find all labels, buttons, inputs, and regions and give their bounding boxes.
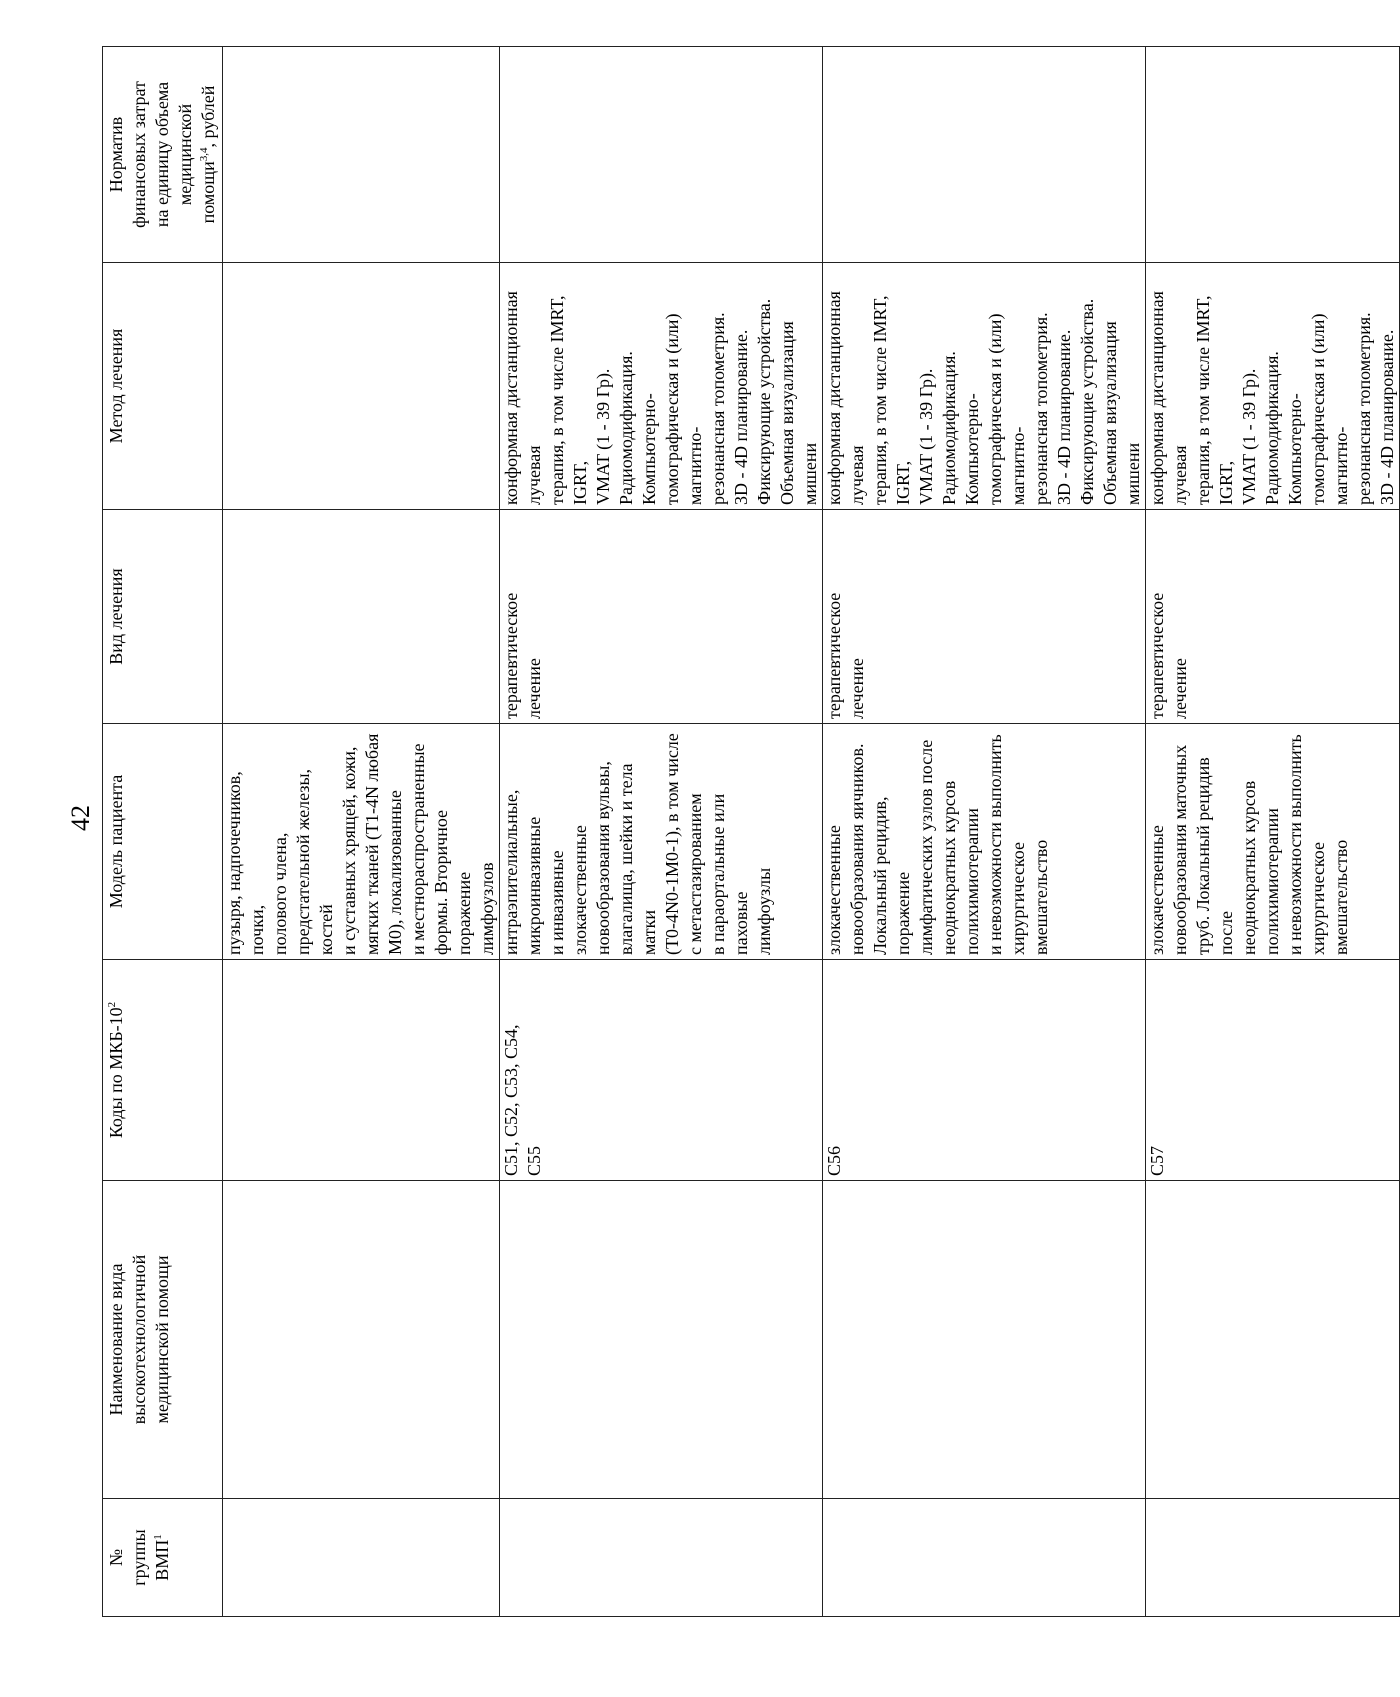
cell-model: злокачественные новообразования яичников. Локальный рецидив, поражение лимфатических узлов после неоднократных курсов полихимиотерапии и невозможности выполнить хирургическое вмешательство: [823, 724, 1146, 960]
header-patient-model: Модель пациента: [103, 724, 223, 960]
cell-cost: [823, 47, 1146, 263]
header-care-type-name: Наименование вида высокотехнологичной медицинской помощи: [103, 1181, 223, 1499]
cell-name: [223, 1181, 500, 1499]
table-row: [1146, 47, 1400, 1617]
cell-model: пузыря, надпочечников, почки, полового члена, предстательной железы, костей и суставных хрящей, кожи, мягких тканей (Т1-4N любая М0), локализованные и местнораспространенные формы. Вторичное поражение лимфоузлов: [223, 724, 500, 960]
cell-group: [223, 1499, 500, 1617]
cell-method: конформная дистанционная лучевая терапия, в том числе IMRT, IGRT, VMAT (1 - 39 Гр). Радиомодификация. Компьютерно- томографическая и (или) магнитно- резонансная топометрия. 3D - 4D планирование. Фиксирующие устройства. Объемная визуализация мишени: [500, 263, 823, 510]
cell-treatment: терапевтическое лечение: [1146, 510, 1400, 724]
header-icd-codes: Коды по МКБ-$10^2$: [103, 960, 223, 1181]
cell-cost: [1146, 47, 1400, 263]
table-header-row: [103, 47, 223, 1617]
cell-treatment: терапевтическое лечение: [500, 510, 823, 724]
cell-name: [500, 1181, 823, 1499]
cell-model: злокачественные новообразования маточных труб. Локальный рецидив после неоднократных курсов полихимиотерапии и невозможности выполнить хирургическое вмешательство: [1146, 724, 1400, 960]
header-group-number: № группы ВМП$^1$: [103, 1499, 223, 1617]
cell-group: [823, 1499, 1146, 1617]
cell-cost: [223, 47, 500, 263]
cell-group: [1146, 1499, 1400, 1617]
vmp-table: [102, 46, 1400, 1617]
header-treatment-type: Вид лечения: [103, 510, 223, 724]
page-number: 42: [66, 805, 95, 831]
cell-codes: С51, С52, С53, С54, С55: [500, 960, 823, 1181]
cell-method: конформная дистанционная лучевая терапия, в том числе IMRT, IGRT, VMAT (1 - 39 Гр). Радиомодификация. Компьютерно- томографическая и (или) магнитно- резонансная топометрия. 3D - 4D планирование. Фиксирующие устройства. Объемная визуализация мишени: [823, 263, 1146, 510]
cell-codes: С57: [1146, 960, 1400, 1181]
header-treatment-method: Метод лечения: [103, 263, 223, 510]
cell-cost: [500, 47, 823, 263]
cell-method: конформная дистанционная лучевая терапия, в том числе IMRT, IGRT, VMAT (1 - 39 Гр). Радиомодификация. Компьютерно- томографическая и (или) магнитно- резонансная топометрия. 3D - 4D планирование.: [1146, 263, 1400, 510]
table-row: [223, 47, 500, 1617]
header-cost-standard: Норматив финансовых затрат на единицу объема медицинской помощи$^{3,4}$, рублей: [103, 47, 223, 263]
table-row: [823, 47, 1146, 1617]
cell-group: [500, 1499, 823, 1617]
cell-codes: С56: [823, 960, 1146, 1181]
cell-codes: [223, 960, 500, 1181]
rotated-page-content: [102, 47, 1397, 1617]
cell-name: [823, 1181, 1146, 1499]
table-row: [500, 47, 823, 1617]
cell-treatment: [223, 510, 500, 724]
cell-method: [223, 263, 500, 510]
cell-treatment: терапевтическое лечение: [823, 510, 1146, 724]
cell-model: интраэпителиальные, микроинвазивные и инвазивные злокачественные новообразования вульвы, влагалища, шейки и тела матки (Т0-4N0-1М0-1), в том числе с метастазированием в параортальные или паховые лимфоузлы: [500, 724, 823, 960]
cell-name: [1146, 1181, 1400, 1499]
